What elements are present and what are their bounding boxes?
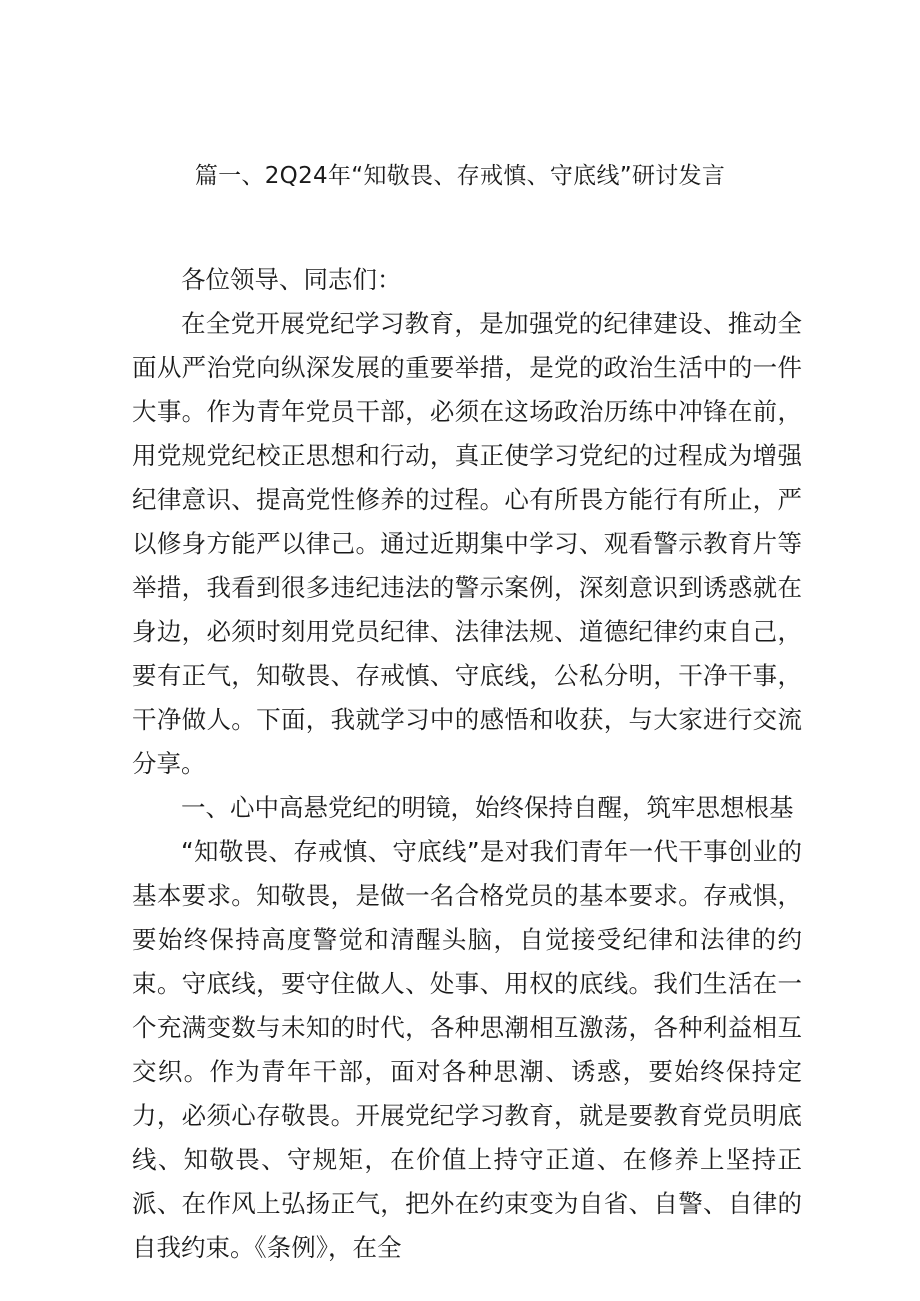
section-heading-1: 一、心中高悬党纪的明镜，始终保持自醒，筑牢思想根基 xyxy=(181,793,794,822)
document-body xyxy=(132,258,802,1270)
body-paragraph-1: 在全党开展党纪学习教育，是加强党的纪律建设、推动全面从严治党向纵深发展的重要举措，是党的政治生活中的一件大事。作为青年党员干部，必须在这场政治历练中冲锋在前，用党规党纪校正思想和行动，真正使学习党纪的过程成为增强纪律意识、提高党性修养的过程。心有所畏方能行有所止，严以修身方能严以律己。通过近期集中学习、观看警示教育片等举措，我看到很多违纪违法的警示案例，深刻意识到诱惑就在身边，必须时刻用党员纪律、法律法规、道德纪律约束自己，要有正气，知敬畏、存戒慎、守底线，公私分明，干净干事，干净做人。下面，我就学习中的感悟和收获，与大家进行交流分享。 xyxy=(132,309,802,778)
section-1-paragraph: “知敬畏、存戒慎、守底线”是对我们青年一代干事创业的基本要求。知敬畏，是做一名合格党员的基本要求。存戒惧，要始终保持高度警觉和清醒头脑，自觉接受纪律和法律的约束。守底线，要守住做人、处事、用权的底线。我们生活在一个充满变数与未知的时代，各种思潮相互激荡，各种利益相互交织。作为青年干部，面对各种思潮、诱惑，要始终保持定力，必须心存敬畏。开展党纪学习教育，就是要教育党员明底线、知敬畏、守规矩，在价值上持守正道、在修养上坚持正派、在作风上弘扬正气，把外在约束变为自省、自警、自律的自我约束。《条例》，在全 xyxy=(132,837,802,1262)
document-title: 篇一、2Q24年“知敬畏、存戒慎、守底线”研讨发言 xyxy=(194,163,726,189)
salutation: 各位领导、同志们： xyxy=(181,265,402,294)
